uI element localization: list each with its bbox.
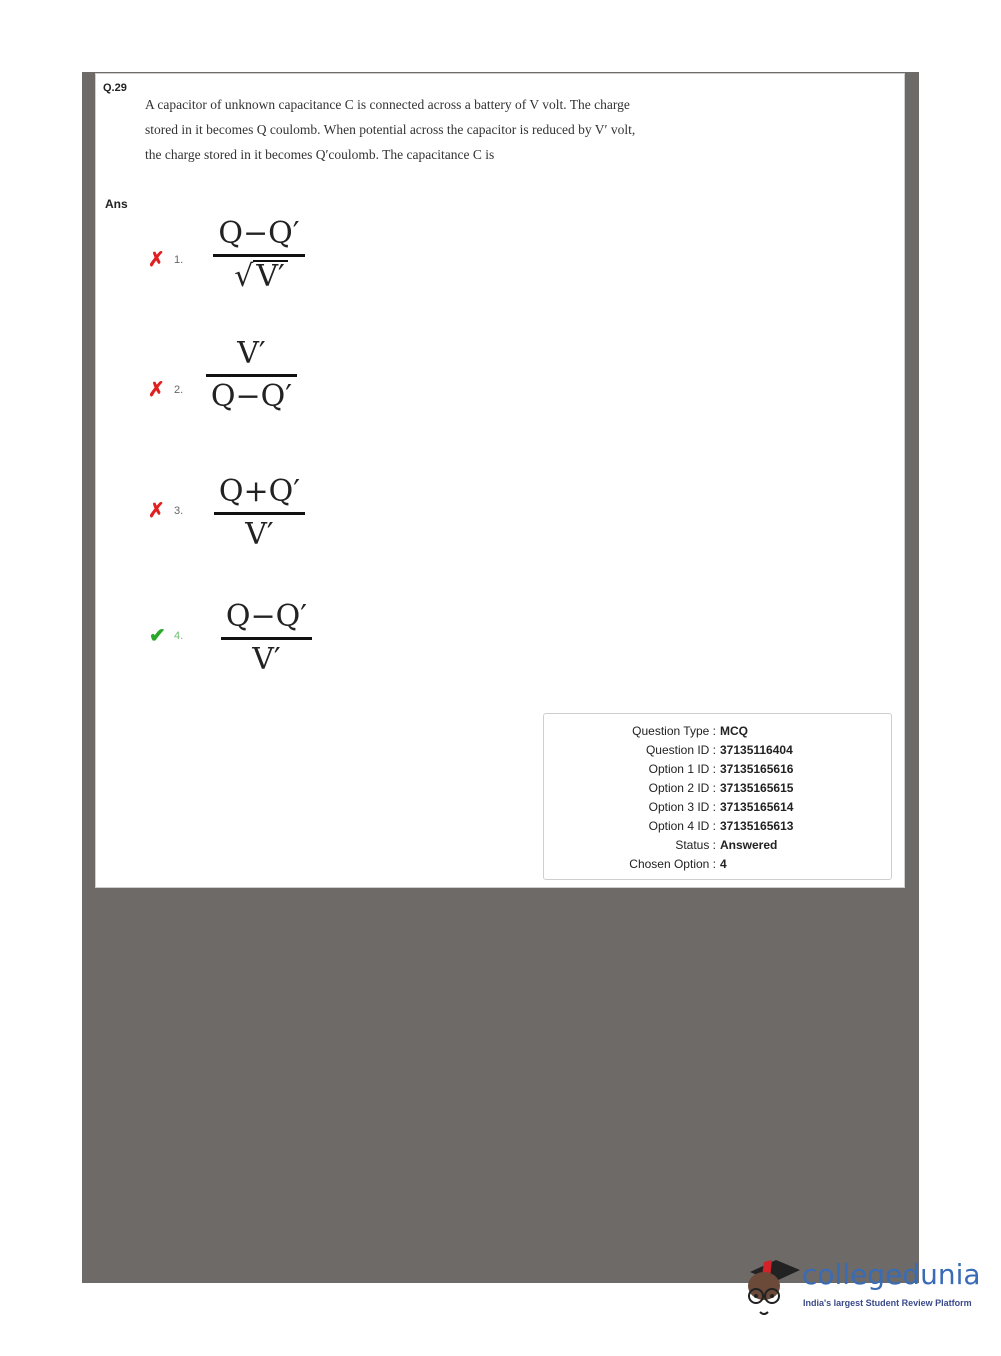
fraction-bar — [214, 512, 305, 515]
option-number: 1. — [174, 254, 184, 266]
info-value: Answered — [720, 838, 778, 852]
logo-wordmark: collegedunia — [802, 1258, 981, 1291]
info-label: Question Type : — [632, 724, 716, 738]
info-value: 37135116404 — [720, 743, 793, 757]
question-text: A capacitor of unknown capacitance C is connected across a battery of V volt. The charge stored in it becomes Q coulomb. When potential across the capacitor is reduced by V′ volt, the charge stored in it becomes Q′coulomb. The capacitance C is — [145, 97, 636, 162]
info-value: 37135165615 — [720, 781, 794, 795]
info-label: Status : — [675, 838, 716, 852]
info-value: MCQ — [720, 724, 748, 738]
collegedunia-logo — [742, 1250, 981, 1320]
info-value: 37135165616 — [720, 762, 794, 776]
info-value: 37135165613 — [720, 819, 794, 833]
info-label: Option 4 ID : — [648, 819, 716, 833]
fraction-bar — [213, 254, 305, 257]
logo-tagline: India's largest Student Review Platform — [803, 1298, 972, 1308]
info-row-option-1-id — [544, 760, 891, 779]
option-number: 4. — [174, 630, 184, 642]
cross-icon: ✗ — [148, 500, 165, 522]
checkmark-icon: ✔ — [149, 625, 166, 647]
question-info-box — [543, 713, 892, 880]
fraction-numerator: Q+Q′ — [218, 474, 301, 509]
option-number: 3. — [174, 505, 184, 517]
cross-icon: ✗ — [148, 379, 165, 401]
info-row-question-type — [544, 722, 891, 741]
fraction-denominator: V′ — [252, 642, 281, 677]
info-value: 4 — [720, 857, 727, 871]
fraction-numerator: Q−Q′ — [218, 216, 300, 251]
info-row-question-id — [544, 741, 891, 760]
info-row-option-2-id — [544, 779, 891, 798]
cross-icon: ✗ — [148, 249, 165, 271]
option-fraction — [206, 336, 297, 415]
info-label: Question ID : — [645, 743, 716, 757]
option-fraction — [221, 599, 312, 678]
question-number: Q.29 — [103, 82, 127, 94]
fraction-numerator: Q−Q′ — [225, 599, 308, 634]
info-label: Chosen Option : — [629, 857, 716, 871]
info-row-option-4-id — [544, 817, 891, 836]
info-row-status — [544, 836, 891, 855]
option-fraction — [214, 474, 305, 553]
option-fraction — [213, 216, 305, 295]
fraction-bar — [221, 637, 312, 640]
fraction-denominator: V′ — [245, 517, 274, 552]
fraction-bar — [206, 374, 297, 377]
fraction-numerator: V′ — [237, 336, 266, 371]
info-label: Option 3 ID : — [648, 800, 716, 814]
info-label: Option 1 ID : — [648, 762, 716, 776]
fraction-denominator: V′ — [253, 260, 287, 292]
info-row-chosen-option — [544, 855, 891, 874]
fraction-denominator: Q−Q′ — [210, 379, 293, 414]
mascot-icon — [742, 1250, 802, 1320]
info-value: 37135165614 — [720, 800, 794, 814]
square-root: √ V′ — [230, 259, 288, 295]
option-number: 2. — [174, 384, 184, 396]
answer-label: Ans — [105, 197, 128, 211]
info-label: Option 2 ID : — [648, 781, 716, 795]
info-row-option-3-id — [544, 798, 891, 817]
